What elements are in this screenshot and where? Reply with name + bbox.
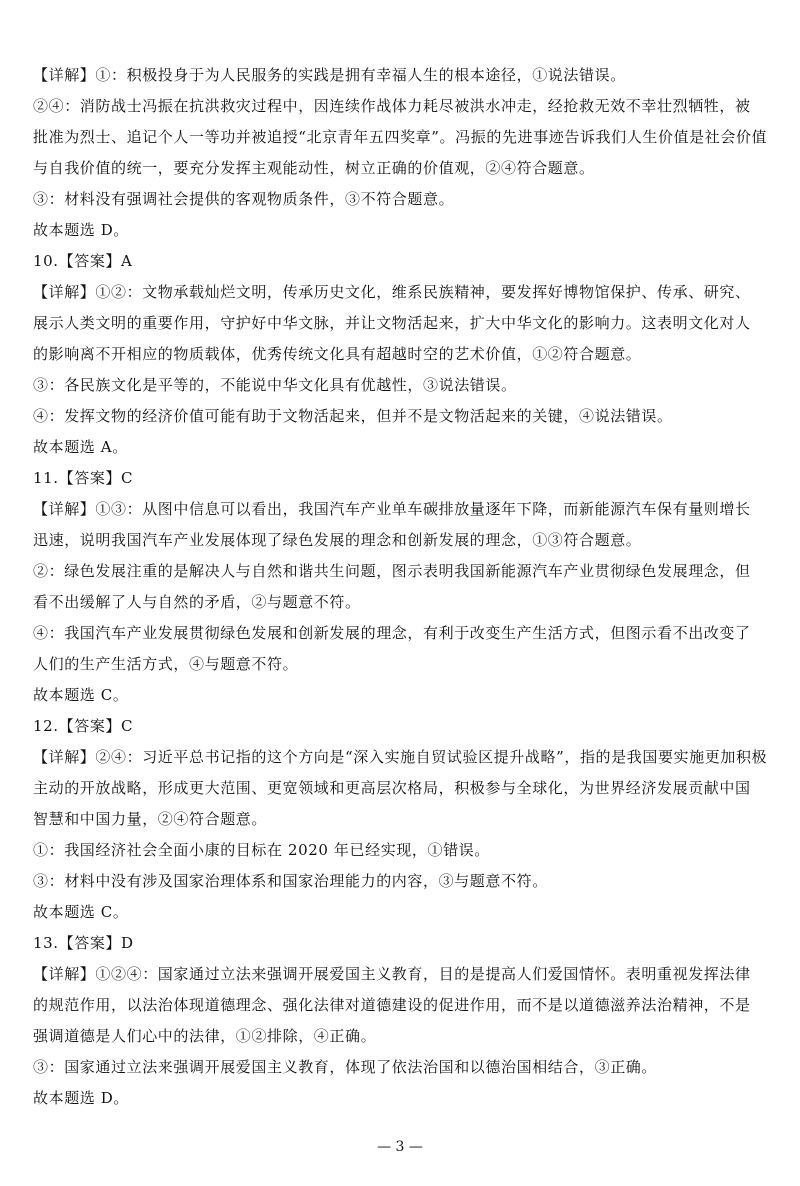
text-line: 的影响离不开相应的物质载体，优秀传统文化具有超越时空的艺术价值，①②符合题意。 — [33, 345, 642, 363]
text-line: 智慧和中国力量，②④符合题意。 — [33, 810, 268, 828]
text-line: ③：国家通过立法来强调开展爱国主义教育，体现了依法治国和以德治国相结合，③正确。 — [33, 1058, 658, 1076]
text-line: ①：我国经济社会全面小康的目标在 2020 年已经实现，①错误。 — [33, 841, 490, 859]
page-number: — 3 — — [377, 1139, 423, 1155]
text-line: 故本题选 D。 — [33, 221, 129, 239]
text-line: 人们的生产生活方式，④与题意不符。 — [33, 655, 299, 673]
text-line: ③：材料中没有涉及国家治理体系和国家治理能力的内容，③与题意不符。 — [33, 872, 548, 890]
text-line: 故本题选 C。 — [33, 903, 129, 921]
text-line: 故本题选 D。 — [33, 1089, 129, 1107]
text-line: 迅速，说明我国汽车产业发展体现了绿色发展的理念和创新发展的理念，①③符合题意。 — [33, 531, 642, 549]
text-line: 【详解】①：积极投身于为人民服务的实践是拥有幸福人生的根本途径，①说法错误。 — [33, 66, 626, 84]
text-line: 【详解】①③：从图中信息可以看出，我国汽车产业单车碳排放量逐年下降，而新能源汽车保有量则增长 — [33, 500, 751, 518]
text-line: 故本题选 C。 — [33, 686, 129, 704]
text-line: ④：我国汽车产业发展贯彻绿色发展和创新发展的理念，有利于改变生产生活方式，但图示看不出改变了 — [33, 624, 751, 642]
text-line: 看不出缓解了人与自然的矛盾，②与题意不符。 — [33, 593, 361, 611]
text-line: ②：绿色发展注重的是解决人与自然和谐共生问题，图示表明我国新能源汽车产业贯彻绿色发展理念，但 — [33, 562, 751, 580]
text-line: 强调道德是人们心中的法律，①②排除，④正确。 — [33, 1027, 377, 1045]
text-line: 展示人类文明的重要作用，守护好中华文脉，并让文物活起来，扩大中华文化的影响力。这表明文化对人 — [33, 314, 751, 332]
text-line: 10.【答案】A — [33, 252, 133, 270]
text-line: 主动的开放战略，形成更大范围、更宽领域和更高层次格局，积极参与全球化，为世界经济发展贡献中国 — [33, 779, 751, 797]
text-line: ④：发挥文物的经济价值可能有助于文物活起来，但并不是文物活起来的关键，④说法错误。 — [33, 407, 673, 425]
text-line: ③：材料没有强调社会提供的客观物质条件，③不符合题意。 — [33, 190, 455, 208]
text-line: 11.【答案】C — [33, 469, 134, 487]
text-line: 批准为烈士、追记个人一等功并被追授“北京青年五四奖章”。冯振的先进事迹告诉我们人生价值是社会价值 — [33, 128, 768, 146]
answer-explanations — [33, 60, 778, 1114]
text-line: 13.【答案】D — [33, 934, 134, 952]
text-line: ③：各民族文化是平等的，不能说中华文化具有优越性，③说法错误。 — [33, 376, 517, 394]
text-line: 的规范作用，以法治体现道德理念、强化法律对道德建设的促进作用，而不是以道德滋养法治精神，不是 — [33, 996, 751, 1014]
text-line: 12.【答案】C — [33, 717, 134, 735]
text-line: 【详解】①②④：国家通过立法来强调开展爱国主义教育，目的是提高人们爱国情怀。表明重视发挥法律 — [33, 965, 751, 983]
text-line: 与自我价值的统一，要充分发挥主观能动性，树立正确的价值观，②④符合题意。 — [33, 159, 595, 177]
text-line: 【详解】②④：习近平总书记指的这个方向是“深入实施自贸试验区提升战略”，指的是我国要实施更加积极 — [33, 748, 768, 766]
text-line: 【详解】①②：文物承载灿烂文明，传承历史文化，维系民族精神，要发挥好博物馆保护、传承、研究、 — [33, 283, 751, 301]
text-line: ②④：消防战士冯振在抗洪救灾过程中，因连续作战体力耗尽被洪水冲走，经抢救无效不幸壮烈牺牲，被 — [33, 97, 751, 115]
text-line: 故本题选 A。 — [33, 438, 128, 456]
